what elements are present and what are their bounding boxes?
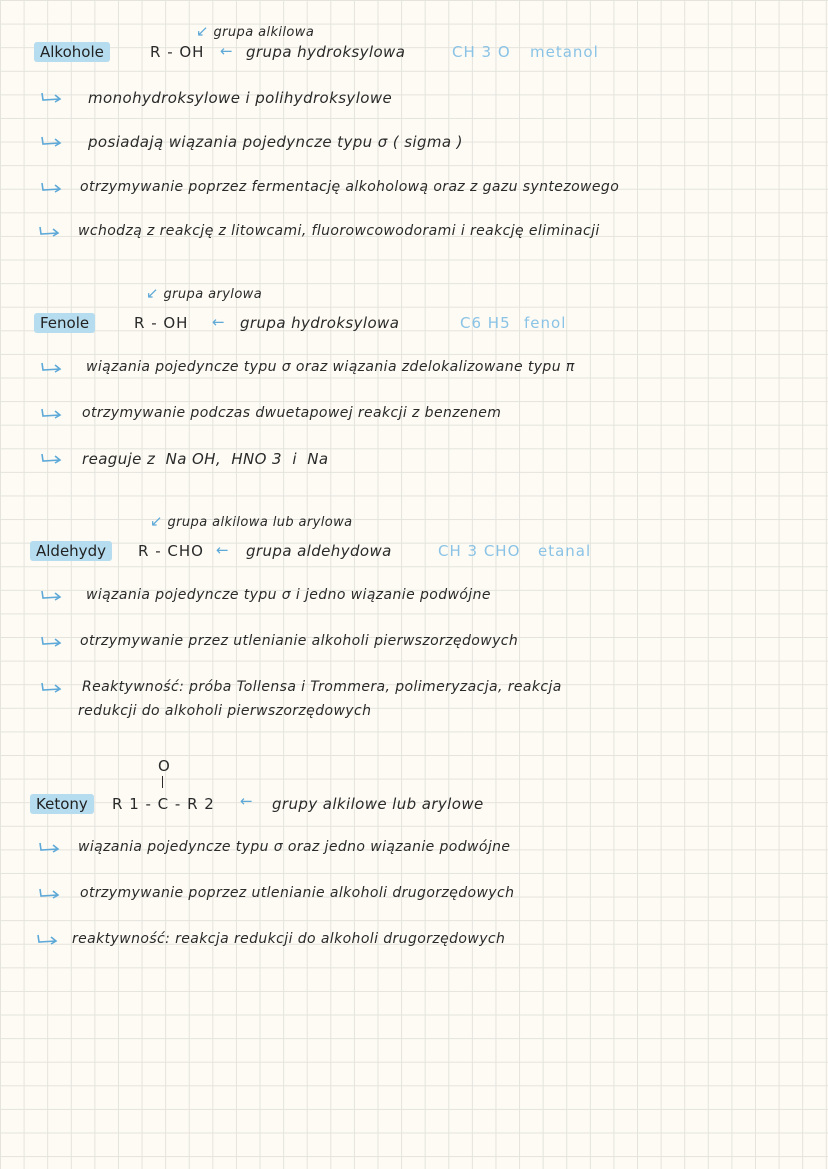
ketony-oxygen: O (158, 757, 171, 775)
pointer-arrow-icon: ← (216, 541, 229, 559)
bullet-arrow-icon (40, 134, 64, 148)
annotation-text: grupa arylowa (163, 287, 263, 302)
ketony-group-label: grupy alkilowe lub arylowe (272, 795, 484, 813)
pointer-arrow-icon: ↙ (196, 22, 209, 40)
list-item: otrzymywanie przez utlenianie alkoholi pierwszorzędowych (80, 633, 519, 649)
bullet-arrow-icon (38, 840, 62, 854)
aldehydy-example-formula: CH 3 CHO (438, 542, 521, 560)
bullet-arrow-icon (38, 886, 62, 900)
bullet-arrow-icon (40, 680, 64, 694)
bullet-arrow-icon (40, 588, 64, 602)
ketony-formula: R 1 - C - R 2 (112, 795, 215, 813)
aldehydy-heading: Aldehydy (30, 541, 112, 561)
ketony-heading: Ketony (30, 794, 94, 814)
pointer-arrow-icon: ↙ (150, 512, 163, 530)
list-item: Reaktywność: próba Tollensa i Trommera, polimeryzacja, reakcja (82, 679, 562, 695)
alkohole-example-name: metanol (530, 43, 599, 61)
list-item: reaktywność: reakcja redukcji do alkoholi drugorzędowych (72, 931, 506, 947)
annotation-text: grupa alkilowa (213, 25, 315, 40)
list-item: otrzymywanie poprzez utlenianie alkoholi drugorzędowych (80, 885, 515, 901)
bullet-arrow-icon (36, 932, 60, 946)
alkohole-group-label: grupa hydroksylowa (246, 43, 406, 61)
list-item: otrzymywanie podczas dwuetapowej reakcji z benzenem (82, 405, 502, 421)
fenole-group-above (146, 284, 262, 302)
aldehydy-group-above (150, 512, 353, 530)
pointer-arrow-icon: ↙ (146, 284, 159, 302)
fenole-example-name: fenol (524, 314, 567, 332)
bullet-arrow-icon (40, 90, 64, 104)
aldehydy-formula: R - CHO (138, 542, 204, 560)
list-item: wiązania pojedyncze typu σ i jedno wiązanie podwójne (86, 587, 491, 603)
bullet-arrow-icon (38, 224, 62, 238)
list-item-continuation: redukcji do alkoholi pierwszorzędowych (78, 703, 372, 719)
list-item: wiązania pojedyncze typu σ oraz wiązania zdelokalizowane typu π (86, 359, 575, 375)
bullet-arrow-icon (40, 360, 64, 374)
bullet-arrow-icon (40, 180, 64, 194)
pointer-arrow-icon: ← (220, 42, 233, 60)
alkohole-formula: R - OH (150, 43, 205, 61)
list-item: wiązania pojedyncze typu σ oraz jedno wiązanie podwójne (78, 839, 511, 855)
aldehydy-example-name: etanal (538, 542, 592, 560)
fenole-formula: R - OH (134, 314, 189, 332)
list-item: reaguje z Na OH, HNO 3 i Na (82, 450, 329, 468)
fenole-example-formula: C6 H5 (460, 314, 511, 332)
pointer-arrow-icon: ← (212, 313, 225, 331)
double-bond-line (162, 776, 163, 788)
list-item: monohydroksylowe i polihydroksylowe (88, 89, 393, 107)
annotation-text: grupa alkilowa lub arylowa (167, 515, 353, 530)
alkohole-group-above (196, 22, 314, 40)
list-item: otrzymywanie poprzez fermentację alkoholową oraz z gazu syntezowego (80, 179, 620, 195)
fenole-heading: Fenole (34, 313, 95, 333)
alkohole-heading: Alkohole (34, 42, 110, 62)
fenole-group-label: grupa hydroksylowa (240, 314, 400, 332)
list-item: posiadają wiązania pojedyncze typu σ ( sigma ) (88, 133, 463, 151)
alkohole-example-formula: CH 3 O (452, 43, 511, 61)
aldehydy-group-label: grupa aldehydowa (246, 542, 392, 560)
bullet-arrow-icon (40, 451, 64, 465)
pointer-arrow-icon: ← (240, 792, 253, 810)
bullet-arrow-icon (40, 634, 64, 648)
bullet-arrow-icon (40, 406, 64, 420)
list-item: wchodzą z reakcję z litowcami, fluorowcowodorami i reakcję eliminacji (78, 223, 600, 239)
